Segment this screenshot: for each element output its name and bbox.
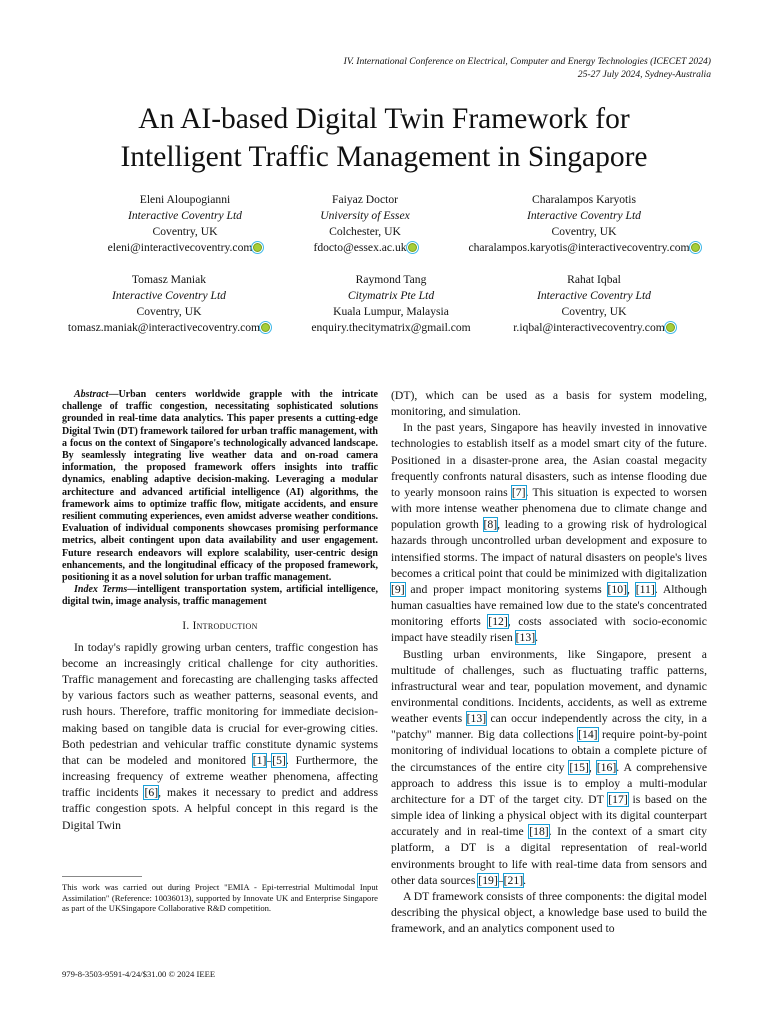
- author-email[interactable]: tomasz.maniak@interactivecoventry.com: [67, 321, 261, 334]
- body-paragraph: A DT framework consists of three components: the digital model describing the physical object, a knowledge base used to build the framework, and an analytics component used to: [391, 889, 707, 936]
- citation-link[interactable]: [21]: [503, 873, 524, 887]
- body-paragraph: Bustling urban environments, like Singapore, present a multitude of challenges, such as fluctuating traffic patterns, infrastructural wear and tear, population movement, and dynamic environmental conditions. Incidents, accidents, as well as extreme weather events [13] can occur independently across the city, in a "patchy" manner. Big data collections [14] require point-by-point monitoring of individual locations to obtain a complete picture of the circumstances of the entire city [15], [16]. A comprehensive approach to address this issue is to employ a multi-modular architecture for a DT of the target city. DT [17] is based on the simple idea of linking a physical object with its digital counterpart accurately and in real-time [18]. In the context of a smart city platform, a DT is a digital representation of real-world environments brought to life with real-time data from sensors and other data sources [19]–[21].: [391, 647, 708, 887]
- abstract: [62, 389, 378, 584]
- author-email[interactable]: enquiry.thecitymatrix@gmail.com: [311, 321, 471, 334]
- author-location: Coventry, UK: [561, 305, 627, 318]
- orcid-icon[interactable]: [691, 243, 700, 252]
- author-affiliation: Citymatrix Pte Ltd: [347, 289, 435, 302]
- orcid-icon[interactable]: [408, 243, 417, 252]
- author-name: Charalampos Karyotis: [532, 193, 636, 206]
- author-email[interactable]: r.iqbal@interactivecoventry.com: [513, 321, 665, 334]
- conference-name: IV. International Conference on Electrical, Computer and Energy Technologies (ICECET 2024): [343, 56, 711, 67]
- section-title: Introduction: [192, 619, 258, 632]
- funding-footnote: This work was carried out during Project "EMIA - Epi-terrestrial Multimodal Input Assimilation" (Reference: 10036013), supported by Innovate UK and Enterprise Singapore as part of the UKSingapore Collaborative R&D competition.: [62, 882, 378, 914]
- citation-link[interactable]: [19]: [478, 873, 498, 887]
- author-location: Kuala Lumpur, Malaysia: [333, 305, 449, 318]
- section-heading: [62, 618, 378, 634]
- orcid-icon[interactable]: [666, 323, 675, 332]
- author-affiliation: University of Essex: [320, 209, 410, 222]
- author-name: Raymond Tang: [355, 273, 427, 286]
- citation-link[interactable]: [6]: [144, 786, 159, 800]
- author-block: [456, 192, 712, 256]
- author-location: Coventry, UK: [152, 225, 218, 238]
- citation-link[interactable]: [13]: [466, 712, 487, 726]
- citation-link[interactable]: [16]: [596, 760, 617, 774]
- footnote-divider: [62, 876, 142, 877]
- abstract-text: —Urban centers worldwide grapple with the intricate challenge of traffic congestion, necessitating sophisticated solutions grounded in real-time data analytics. This paper presents a cutting-edge Digital Twin (DT) framework tailored for urban traffic management, with a focus on the context of Singapore's technologically advanced landscape. By seamlessly integrating live weather data and on-road camera information, the proposed framework offers insights into traffic dynamics, enabling adaptive decision-making. Leveraging a modular architecture and advanced artificial intelligence (AI) algorithms, the framework aims to optimize traffic flow, mitigate accidents, and ensure resilient commuting experiences, even amidst adverse weather conditions. Evaluation of individual components showcases promising performance metrics, albeit contingent upon data availability and user engagement. Future research endeavors will explore scalability, user-centric design enhancements, and the longitudinal efficacy of the proposed framework, positioning it as a novel solution for urban traffic management.: [62, 389, 378, 584]
- copyright-notice: 979-8-3503-9591-4/24/$31.00 © 2024 IEEE: [62, 969, 216, 979]
- author-name: Rahat Iqbal: [567, 273, 621, 286]
- index-terms-label: Index Terms: [74, 584, 128, 596]
- author-location: Coventry, UK: [136, 305, 202, 318]
- author-affiliation: Interactive Coventry Ltd: [128, 209, 242, 222]
- author-location: Coventry, UK: [551, 225, 617, 238]
- author-affiliation: Interactive Coventry Ltd: [527, 209, 641, 222]
- citation-link[interactable]: [12]: [488, 615, 508, 629]
- author-block: [80, 192, 290, 256]
- author-name: Faiyaz Doctor: [332, 193, 398, 206]
- author-block: [58, 272, 280, 336]
- orcid-icon[interactable]: [253, 243, 262, 252]
- citation-link[interactable]: [15]: [569, 760, 589, 774]
- author-block: [270, 192, 460, 256]
- author-block: [300, 272, 482, 336]
- index-terms: [62, 584, 378, 608]
- index-terms-text: —intelligent transportation system, artificial intelligence, digital twin, image analysis, traffic management: [62, 584, 378, 608]
- author-block: [494, 272, 694, 336]
- paper-title-line1: An AI-based Digital Twin Framework for: [138, 103, 630, 135]
- author-affiliation: Interactive Coventry Ltd: [112, 289, 226, 302]
- paper-title-line2: Intelligent Traffic Management in Singapore: [120, 141, 648, 173]
- body-paragraph: In the past years, Singapore has heavily invested in innovative technologies to establish itself as a model smart city of the future. Positioned in a disaster-prone area, the Asian coastal megacity frequently confronts natural disasters, such as intense flooding due to yearly monsoon rains [7]. This situation is expected to worsen with more intense weather phenomena due to climate change and population growth [8], leading to a growing risk of hydrological hazards through uncontrolled urban development and exposure to intensified storms. The impact of natural disasters on people's lives becomes a critical point that could be minimized with digitalization [9] and proper impact monitoring systems [10], [11]. Although human casualties have remained low due to the state's concentrated monitoring efforts [12], costs associated with socio-economic impact have steadily risen [13].: [391, 421, 708, 645]
- author-name: Tomasz Maniak: [131, 273, 207, 286]
- author-name: Eleni Aloupogianni: [139, 193, 231, 206]
- citation-link[interactable]: [17]: [608, 792, 628, 806]
- orcid-icon[interactable]: [261, 323, 270, 332]
- citation-link[interactable]: [7]: [511, 485, 526, 499]
- paper-title: [40, 100, 728, 176]
- citation-link[interactable]: [14]: [578, 728, 598, 742]
- citation-link[interactable]: [5]: [272, 753, 286, 767]
- abstract-label: Abstract: [74, 389, 109, 400]
- author-email[interactable]: eleni@interactivecoventry.com: [107, 241, 253, 254]
- citation-link[interactable]: [10]: [607, 582, 628, 596]
- author-affiliation: Interactive Coventry Ltd: [537, 289, 651, 302]
- citation-link[interactable]: [9]: [391, 582, 405, 596]
- right-column: [391, 388, 707, 937]
- author-location: Colchester, UK: [329, 225, 401, 238]
- author-email[interactable]: charalampos.karyotis@interactivecoventry.com: [468, 241, 690, 254]
- intro-paragraph: In today's rapidly growing urban centers, traffic congestion has become an increasingly critical challenge for city authorities. Traffic management and forecasting are challenging tasks affected by various factors such as weather patterns, seasonal events, and rush hours. Therefore, traffic monitoring for immediate decision-making based on tangible data is crucial for ever-growing cities. Both pedestrian and vehicular traffic constitute dynamic systems that can be modeled and monitored [1]–[5]. Furthermore, the increasing frequency of extreme weather phenomena, affecting traffic incidents [6], makes it necessary to predict and address traffic congestion spots. A helpful concept in this regard is the Digital Twin: [62, 640, 379, 832]
- body-paragraph: (DT), which can be used as a basis for system modeling, monitoring, and simulation.: [391, 389, 707, 419]
- section-number: I.: [182, 619, 190, 632]
- left-column: [62, 389, 378, 834]
- citation-link[interactable]: [1]: [252, 753, 267, 767]
- conference-date: 25-27 July 2024, Sydney-Australia: [577, 69, 711, 80]
- author-email[interactable]: fdocto@essex.ac.uk: [313, 241, 407, 254]
- citation-link[interactable]: [18]: [529, 825, 549, 839]
- citation-link[interactable]: [8]: [483, 518, 498, 532]
- citation-link[interactable]: [11]: [635, 582, 655, 596]
- conference-header: [344, 55, 711, 81]
- citation-link[interactable]: [13]: [515, 631, 536, 645]
